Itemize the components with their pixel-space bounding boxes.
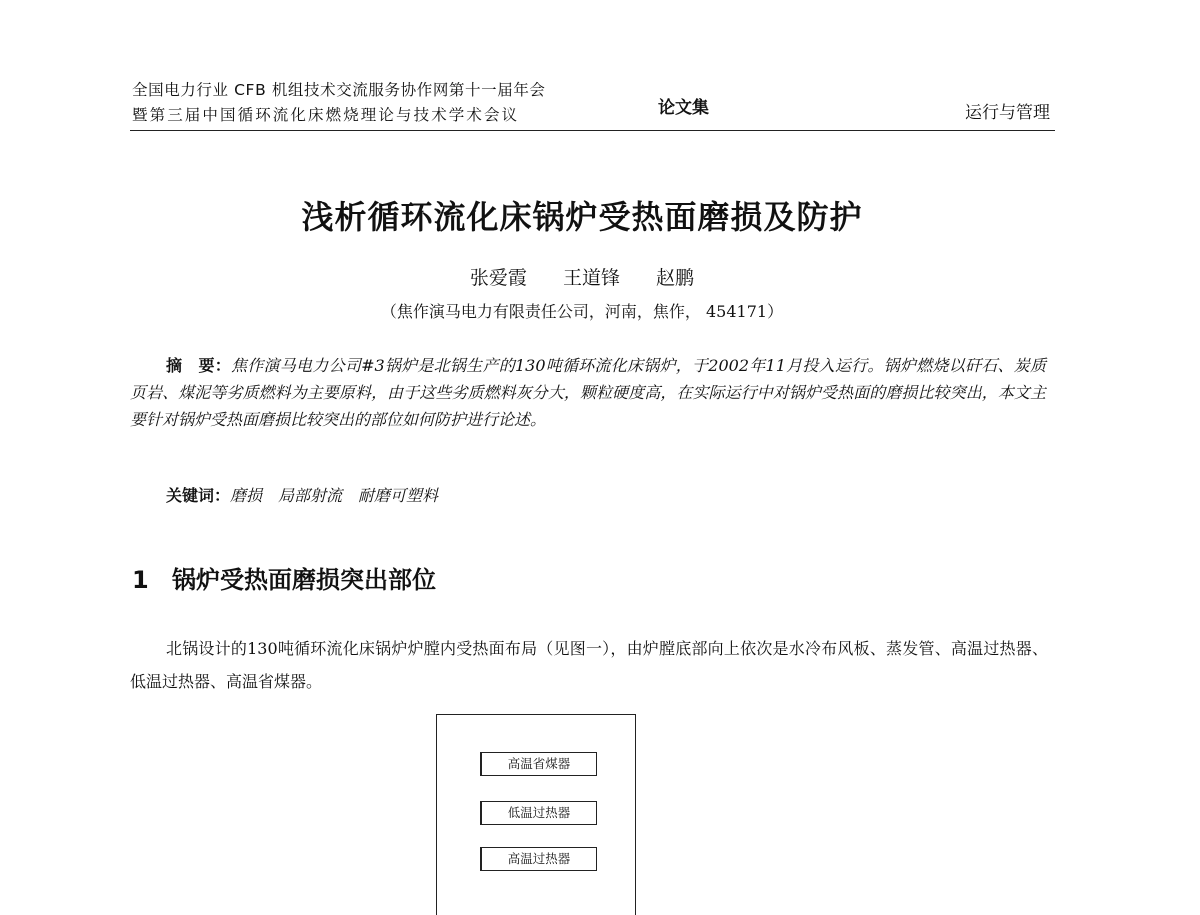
diagram-box-high-temp-superheater: 高温过热器 [480, 847, 597, 871]
header-rule [130, 130, 1055, 131]
proceedings-label: 论文集 [658, 98, 709, 118]
conference-line-1: 全国电力行业 CFB 机组技术交流服务协作网第十一届年会 [132, 81, 546, 99]
section-number: 1 [132, 566, 149, 594]
conference-line-2: 暨第三届中国循环流化床燃烧理论与技术学术会议 [132, 106, 520, 124]
section-category: 运行与管理 [965, 103, 1050, 123]
keywords-label: 关键词： [166, 486, 231, 505]
author-name: 赵鹏 [656, 267, 695, 289]
abstract [130, 352, 1046, 433]
paper-title: 浅析循环流化床锅炉受热面磨损及防护 [301, 198, 863, 236]
diagram-box-low-temp-superheater: 低温过热器 [480, 801, 597, 825]
body-paragraph: 北锅设计的130吨循环流化床锅炉炉膛内受热面布局（见图一），由炉膛底部向上依次是水冷布风板、蒸发管、高温过热器、低温过热器、高温省煤器。 [130, 639, 1048, 691]
diagram-box-economizer: 高温省煤器 [480, 752, 597, 776]
author-name: 张爱霞 [469, 267, 527, 289]
section-heading [132, 560, 436, 595]
keywords [166, 483, 438, 506]
section-title: 锅炉受热面磨损突出部位 [172, 566, 436, 594]
affiliation: （焦作演马电力有限责任公司，河南，焦作， 454171） [380, 302, 784, 321]
keywords-text: 磨损 局部射流 耐磨可塑料 [230, 486, 439, 505]
abstract-label: 摘 要： [166, 356, 232, 375]
author-name: 王道锋 [562, 267, 620, 289]
abstract-text: 焦作演马电力公司#3锅炉是北锅生产的130吨循环流化床锅炉，于2002年11月投入运行。锅炉燃烧以矸石、炭质页岩、煤泥等劣质燃料为主要原料，由于这些劣质燃料灰分大，颗粒硬度高，在实际运行中对锅炉受热面的磨损比较突出，本文主要针对锅炉受热面磨损比较突出的部位如何防护进行论述。 [130, 356, 1046, 429]
author-list [0, 263, 1164, 290]
